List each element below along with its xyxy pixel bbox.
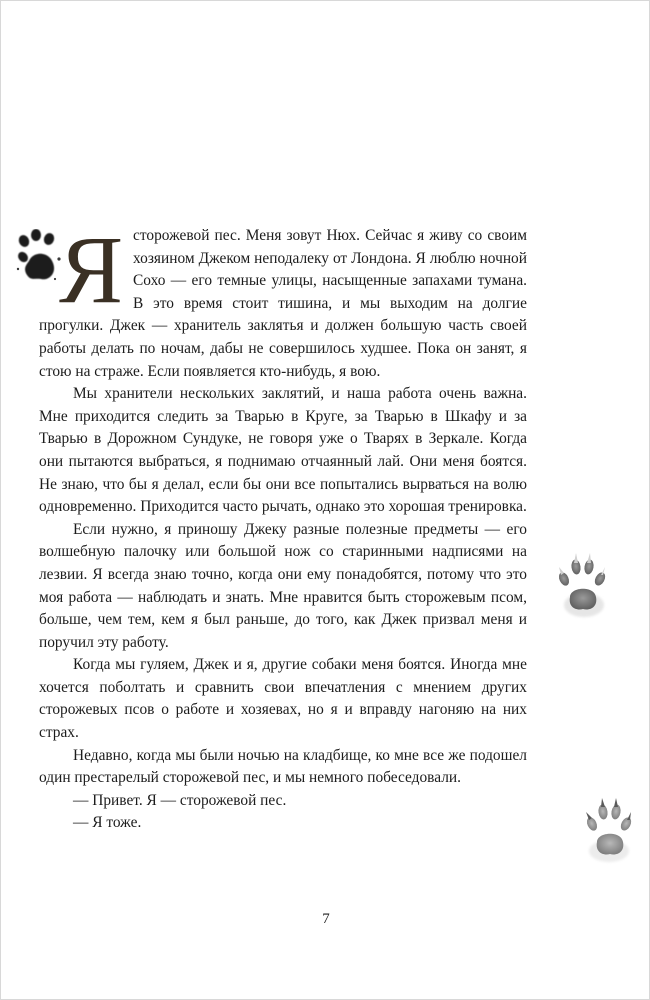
paragraph: Когда мы гуляем, Джек и я, другие собаки меня боятся. Иногда мне хочется поболтать и сравнить свои впечатления с мнением других сторожевых псов о работе и хозяевах, но я и вправду нагоняю на них страх. [39,656,527,742]
body-text [39,216,527,835]
drop-cap: Я [59,216,124,323]
page-number: 7 [322,911,330,927]
paw-print-icon [581,797,637,865]
paragraph: Если нужно, я приношу Джеку разные полезные предметы — его волшебную палочку или большой нож со старинными надписями на лезвии. Я всегда знаю точно, когда они ему понадобятся, потому что это моя работа — наблюдать и знать. Мне нравится быть сторожевым псом, больше, чем тем, кем я был раньше, до того, как Джек призвал меня и поручил эту работу. [39,520,527,651]
paragraph: Мы хранители нескольких заклятий, и наша работа очень важна. Мне приходится следить за Тварью в Круге, за Тварью в Шкафу и за Тварью в Дорожном Сундуке, не говоря уже о Тварях в Зеркале. Когда они пытаются выбраться, я поднимаю отчаянный лай. Они меня боятся. Не знаю, что бы я делал, если бы они все попытались вырваться на волю одновременно. Приходится часто рычать, однако это хорошая тренировка. [39,385,527,516]
paragraph: Недавно, когда мы были ночью на кладбище, ко мне все же подошел один престарелый сторожевой пес, и мы немного побеседовали. [39,746,527,787]
paragraph-text: сторожевой пес. Меня зовут Нюх. Сейчас я живу со своим хозяином Джеком неподалеку от Лондона. Я люблю ночной Сохо — его темные улицы, насыщенные запахами тумана. В это время стоит тишина, и мы выходим на долгие прогулки. Джек — хранитель заклятья и должен большую часть своей работы делать по ночам, дабы не совершилось худшее. Пока он занят, я стою на страже. Если появляется кто-нибудь, я вою. [39,227,527,380]
dialogue-line: — Я тоже. [73,814,142,832]
dialogue-line: — Привет. Я — сторожевой пес. [73,791,287,809]
paragraph [39,216,527,383]
paw-print-icon [554,553,610,621]
